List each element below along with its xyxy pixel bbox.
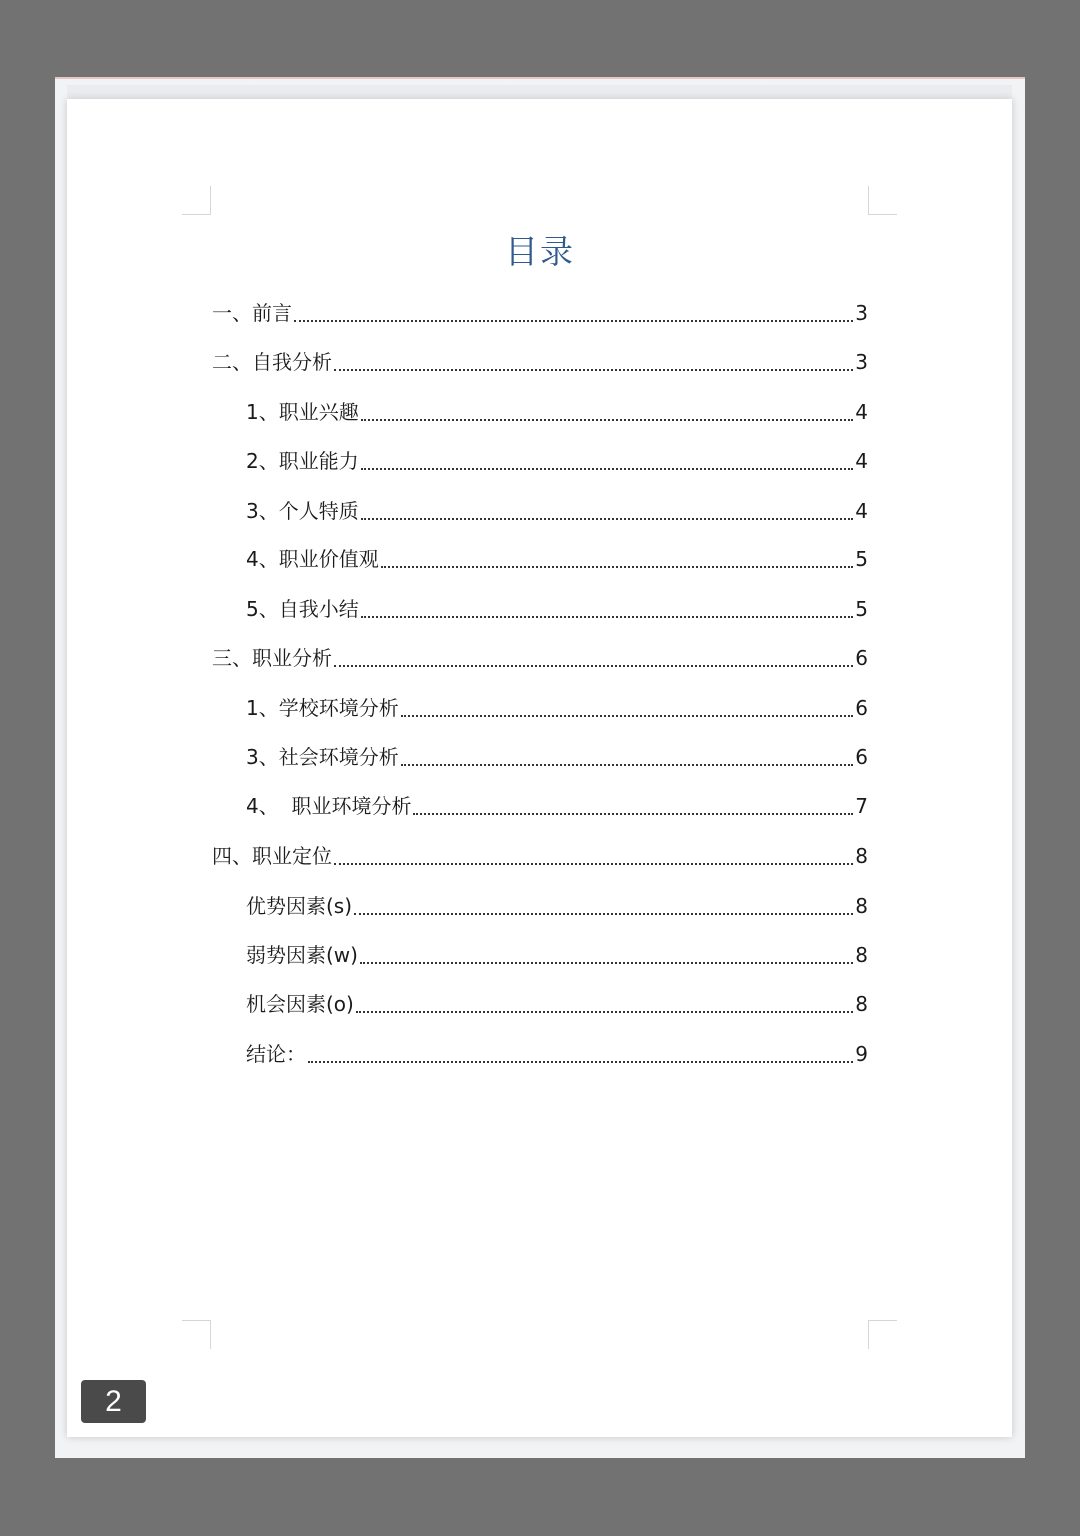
toc-entry-page: 6 [855,696,868,720]
toc-entry[interactable] [212,298,868,328]
toc-entry-text: 5、自我小结 [246,597,359,621]
toc-entry-page: 5 [855,547,868,571]
toc-entry[interactable] [246,742,868,772]
toc-leader [361,446,854,470]
toc-entry-page: 3 [855,301,868,325]
toc-entry-text: 弱势因素(w) [246,943,358,967]
toc-entry[interactable] [246,989,868,1019]
toc-entry-page: 3 [855,350,868,374]
toc-leader [361,496,854,520]
toc-leader [294,298,853,322]
toc-leader [356,989,853,1013]
toc-leader [413,791,853,815]
toc-leader [361,594,854,618]
toc-entry-text: 三、职业分析 [212,646,332,670]
toc-leader [401,742,854,766]
toc-leader [381,544,854,568]
toc-entry-page: 9 [855,1042,868,1066]
toc-entry-text: 2、职业能力 [246,449,359,473]
toc-entry[interactable] [246,791,868,821]
toc-entry-text: 二、自我分析 [212,350,332,374]
toc-entry-text: 机会因素(o) [246,992,354,1016]
margin-corner-mark [868,186,897,215]
toc-entry-text: 3、社会环境分析 [246,745,399,769]
toc-leader [401,693,854,717]
toc-entry-page: 4 [855,499,868,523]
margin-corner-mark [182,1320,211,1349]
toc-entry-text: 4、 职业环境分析 [246,794,412,818]
toc-entry[interactable] [246,397,868,427]
toc-entry-page: 6 [855,745,868,769]
toc-entry-text: 1、学校环境分析 [246,696,399,720]
margin-corner-mark [182,186,211,215]
toc-entry[interactable] [246,693,868,723]
page-number-badge: 2 [81,1380,146,1423]
toc-leader [334,643,853,667]
toc-leader [354,891,853,915]
toc-entry[interactable] [246,1039,868,1069]
toc-entry-text: 4、职业价值观 [246,547,379,571]
toc-entry[interactable] [212,841,868,871]
toc-entry[interactable] [246,446,868,476]
toc-entry-page: 8 [855,844,868,868]
toc-entry[interactable] [246,891,868,921]
toc-leader [360,940,853,964]
toc-entry-text: 一、前言 [212,301,292,325]
toc-entry-page: 5 [855,597,868,621]
toc-entry-page: 8 [855,943,868,967]
toc-leader [334,841,853,865]
toc-entry-page: 4 [855,449,868,473]
toc-entry[interactable] [212,347,868,377]
toc-leader [308,1039,853,1063]
toc-leader [334,347,853,371]
toc-leader [361,397,854,421]
toc-entry-page: 7 [855,794,868,818]
toc-entry-text: 四、职业定位 [212,844,332,868]
toc-entry[interactable] [246,940,868,970]
toc-entry-text: 3、个人特质 [246,499,359,523]
toc-entry[interactable] [212,643,868,673]
viewer-top-accent [55,77,1025,79]
toc-entry-page: 8 [855,992,868,1016]
toc-entry-page: 6 [855,646,868,670]
toc-entry-page: 8 [855,894,868,918]
toc-entry-text: 优势因素(s) [246,894,353,918]
toc-entry[interactable] [246,496,868,526]
toc-title: 目录 [505,232,575,271]
toc-entry-text: 1、职业兴趣 [246,400,359,424]
toc-entry-page: 4 [855,400,868,424]
toc-entry-text: 结论： [246,1042,306,1066]
toc-entry[interactable] [246,544,868,574]
toc-entry[interactable] [246,594,868,624]
margin-corner-mark [868,1320,897,1349]
